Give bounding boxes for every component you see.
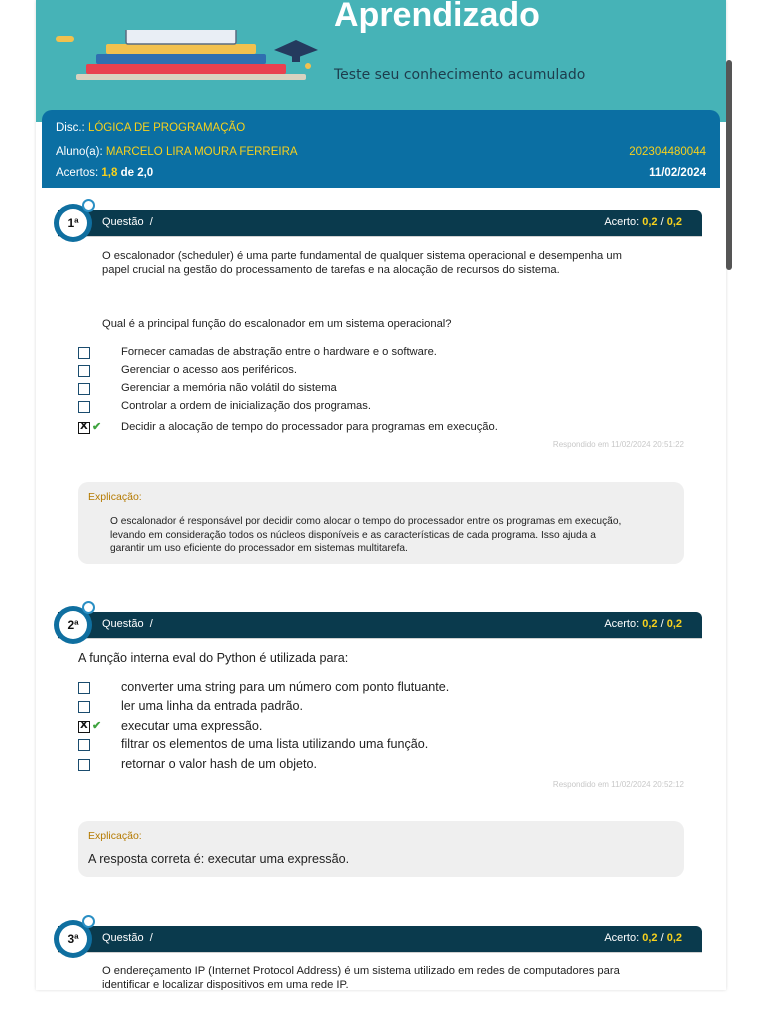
badge-dot	[82, 601, 95, 614]
badge-dot	[82, 915, 95, 928]
student-id: 202304480044	[629, 146, 706, 158]
explanation-title: Explicação:	[88, 830, 142, 842]
discipline-label: Disc.:	[56, 122, 85, 134]
score-row	[56, 167, 153, 179]
student-info-panel	[42, 110, 720, 188]
header-banner	[36, 0, 726, 122]
student-row	[56, 146, 298, 158]
question-1-number-badge: 1ª	[54, 204, 92, 242]
checkbox[interactable]	[78, 759, 90, 771]
checkbox-selected[interactable]	[78, 721, 90, 733]
checkbox[interactable]	[78, 682, 90, 694]
question-1-stem: O escalonador (scheduler) é uma parte fundamental de qualquer sistema operacional e desempenha um papel crucial na gestão do processamento de tarefas e na alocação de recursos do sistema.	[102, 250, 622, 276]
checkbox[interactable]	[78, 347, 90, 359]
answered-timestamp: Respondido em 11/02/2024 20:52:12	[552, 780, 684, 789]
explanation-title: Explicação:	[88, 491, 142, 503]
student-name: MARCELO LIRA MOURA FERREIRA	[105, 146, 298, 158]
banner-title: Aprendizado	[334, 0, 540, 34]
divider	[58, 952, 702, 953]
question-label: Questão /	[102, 216, 153, 228]
question-3-number-badge: 3ª	[54, 920, 92, 958]
checkbox[interactable]	[78, 383, 90, 395]
badge-dot	[82, 199, 95, 212]
question-3-stem: O endereçamento IP (Internet Protocol Address) é um sistema utilizado em redes de computadores para identificar e localizar dispositivos em uma rede IP.	[102, 965, 620, 990]
books-illustration	[56, 30, 326, 90]
question-3-header	[58, 926, 702, 952]
exam-page: Aprendizado Teste seu conhecimento acumulado Disc.: LÓGICA DE PROGRAMAÇÃO Aluno(a): MARCELO LIRA MOURA FERREIRA 202304480044 Acertos: 1,8 de 2,0 11/02/2024 Questão / Acerto: 0,2 / 0,2 1ª O escalonador (scheduler) é uma parte fundamental de qualquer sistema operacional e desempenha um papel crucial na gestão do processamento de tarefas e na alocação de recursos do sistema. Qual é a principal função do escalonador em um sistema operacional? Fornecer camadas de abstração entre o hardware e o software. Gerenciar o acesso aos periféricos. Gerenciar a memória não volátil do sistema Controlar a ordem de inicialização dos programas. X ✔ Decidir a alocação de tempo do processador para programas em execução. Respondido em 11/02/2024 20:51:22 Explicação: O escalonador é responsável por decidir como alocar o tempo do processador entre os programas em execução, levando em consideração todos os núcleos disponíveis e as características de cada programa. Isso ajuda a garantir um uso eficiente do processador em sistemas multitarefa. Questão / Acerto: 0,2 / 0,2 2ª A função interna eval do Python é utilizada para: converter uma string para um número com ponto flutuante. ler uma linha da entrada padrão. X ✔ executar uma expressão. filtrar os elementos de uma lista utilizando uma função. retornar o valor hash de um objeto. Respondido em 11/02/2024 20:52:12 Explicação: A resposta correta é: executar uma expressão. Questão / Acerto: 0,2 / 0,2 3ª O endereçamento IP (Internet Protocol Address) é um sistema utilizado em redes de computadores para identificar e localizar dispositivos em uma rede IP.	[36, 0, 726, 990]
discipline-row	[56, 122, 245, 134]
explanation-box	[78, 821, 684, 877]
scrollbar[interactable]	[726, 60, 732, 270]
question-2-header	[58, 612, 702, 638]
answered-timestamp: Respondido em 11/02/2024 20:51:22	[552, 440, 684, 449]
divider	[58, 638, 702, 639]
question-label: Questão /	[102, 932, 153, 944]
correct-check-icon: ✔	[92, 720, 102, 732]
explanation-text: A resposta correta é: executar uma expressão.	[88, 852, 350, 866]
student-label: Aluno(a):	[56, 146, 103, 158]
exam-date: 11/02/2024	[649, 167, 706, 179]
question-2-number-badge: 2ª	[54, 606, 92, 644]
divider	[58, 236, 702, 237]
checkbox[interactable]	[78, 739, 90, 751]
question-2-prompt: A função interna eval do Python é utilizada para:	[78, 651, 349, 665]
explanation-text: O escalonador é responsável por decidir como alocar o tempo do processador entre os programas em execução, levando em consideração todos os núcleos disponíveis e as características de cada programa. Isso ajuda a garantir um uso eficiente do processador em sistemas multitarefa.	[110, 516, 622, 554]
question-label: Questão /	[102, 618, 153, 630]
question-1-prompt: Qual é a principal função do escalonador em um sistema operacional?	[102, 318, 452, 330]
question-score: Acerto: 0,2 / 0,2	[604, 932, 682, 944]
explanation-box	[78, 482, 684, 564]
discipline-value: LÓGICA DE PROGRAMAÇÃO	[87, 122, 246, 134]
score-value: 1,8	[101, 167, 118, 179]
score-total: de 2,0	[120, 167, 154, 179]
question-1-header	[58, 210, 702, 236]
checkbox[interactable]	[78, 365, 90, 377]
checkbox[interactable]	[78, 401, 90, 413]
checkbox-selected[interactable]	[78, 422, 90, 434]
banner-subtitle: Teste seu conhecimento acumulado	[334, 67, 586, 83]
score-label: Acertos:	[56, 167, 99, 179]
question-score: Acerto: 0,2 / 0,2	[604, 618, 682, 630]
checkbox[interactable]	[78, 701, 90, 713]
correct-check-icon: ✔	[92, 421, 102, 433]
question-score: Acerto: 0,2 / 0,2	[604, 216, 682, 228]
